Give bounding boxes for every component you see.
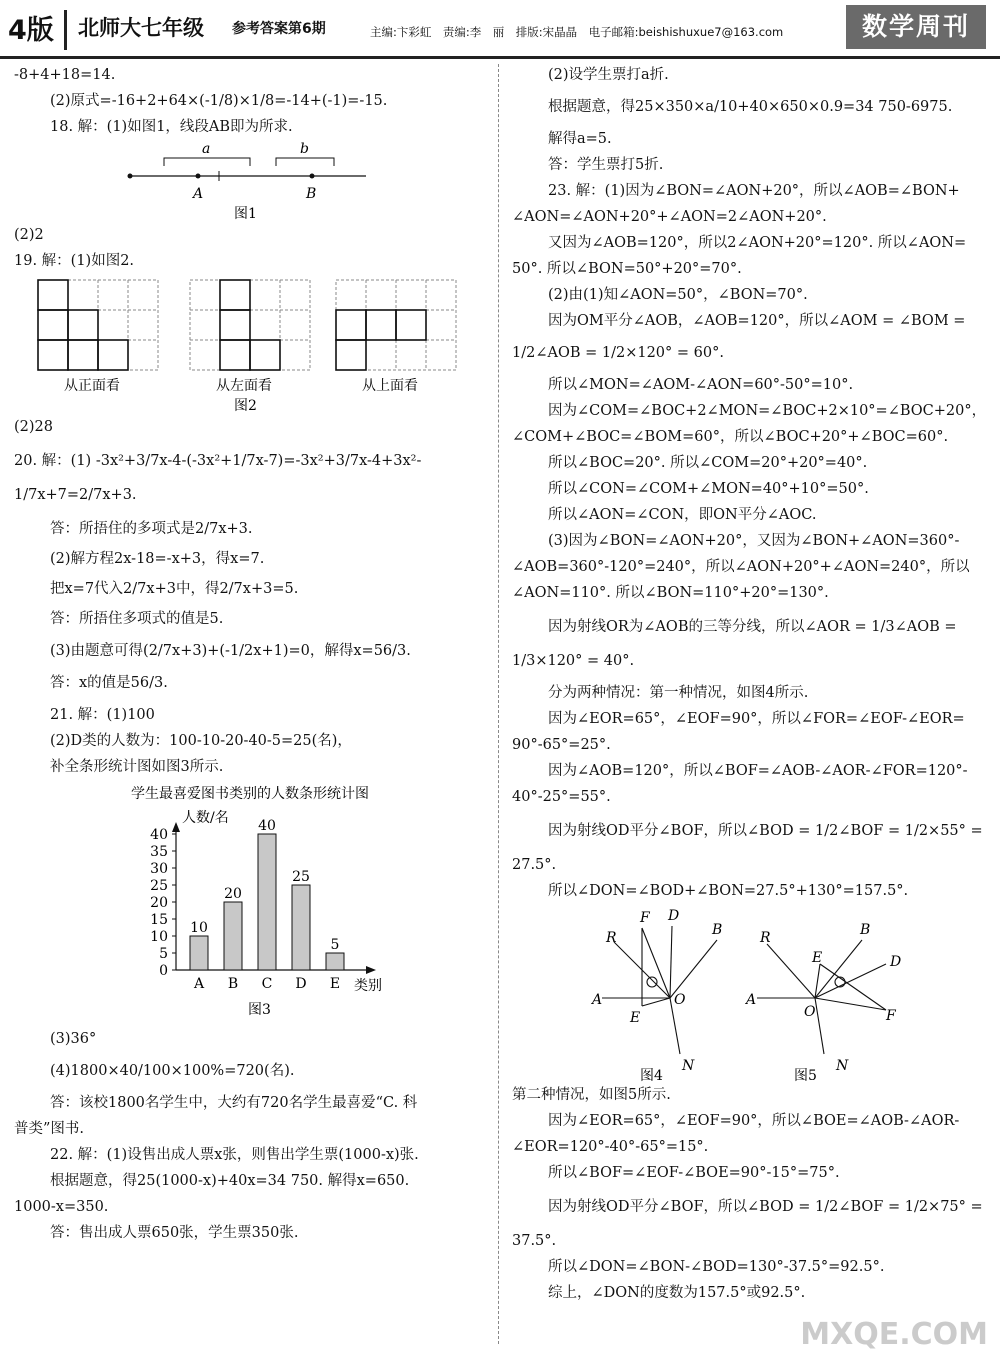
- figures-4-5: [512, 904, 988, 1082]
- y-tick-label: 5: [159, 946, 168, 962]
- bar-E: [326, 953, 344, 970]
- text-line: (2)设学生票打a折.: [548, 67, 669, 83]
- text-line: 根据题意，得25(1000-x)+40x=34 750. 解得x=650.: [50, 1173, 410, 1189]
- text-line: 所以∠BOC=20°. 所以∠COM=20°+20°=40°.: [548, 455, 868, 471]
- category-label-B: B: [227, 976, 239, 992]
- data-label-B: 20: [224, 886, 242, 902]
- text-line: ∠EOR=120°-40°-65°=15°.: [512, 1139, 709, 1155]
- text-line: 19. 解：(1)如图2.: [14, 253, 135, 269]
- text-line: ∠AOB=360°-120°=240°，所以∠AON+20°+∠AON=240°，所以: [512, 559, 970, 575]
- data-label-C: 40: [258, 818, 276, 834]
- text-line: 因为OM平分∠AOB，∠AOB=120°，所以∠AOM = ∠BOM =: [548, 313, 966, 329]
- header-divider: [64, 10, 67, 50]
- figure-3: [14, 780, 488, 1026]
- category-label-A: A: [193, 976, 205, 992]
- text-line: 18. 解：(1)如图1，线段AB即为所求.: [50, 119, 293, 135]
- text-line: 所以∠DON=∠BON-∠BOD=130°-37.5°=92.5°.: [548, 1259, 885, 1275]
- text-line: (2)原式=-16+2+64×(-1/8)×1/8=-14+(-1)=-15.: [50, 93, 388, 109]
- text-line: 37.5°.: [512, 1233, 557, 1249]
- text-line: 解得a=5.: [548, 131, 612, 147]
- x-axis-label: 类别: [354, 978, 382, 994]
- y-tick-label: 35: [150, 844, 168, 860]
- text-line: 20. 解：(1) -3x²+3/7x-4-(-3x²+1/7x-7)=-3x²+3/7x-4+3x²-: [14, 453, 422, 469]
- fig5-label-R: R: [760, 930, 771, 946]
- fig4-label-O: O: [674, 992, 686, 1008]
- bar-chart: [14, 780, 488, 1026]
- fig4-label-B: B: [712, 922, 723, 938]
- text-line: 22. 解：(1)设售出成人票x张，则售出学生票(1000-x)张.: [50, 1147, 419, 1163]
- text-line: (2)由(1)知∠AON=50°，∠BON=70°.: [548, 287, 808, 303]
- fig5-label-O: O: [804, 1004, 816, 1020]
- fig4-label-A: A: [592, 992, 603, 1008]
- edition-label: 4版: [8, 15, 54, 46]
- watermark: MXQE.COM: [800, 1317, 988, 1352]
- text-line: 50°. 所以∠BON=50°+20°=70°.: [512, 261, 742, 277]
- figure-4-caption: 图4: [640, 1068, 663, 1082]
- text-line: (2)28: [14, 419, 53, 435]
- issue-label: 参考答案第6期: [232, 21, 326, 37]
- journal-logo: 数学周刊: [846, 5, 986, 49]
- text-line: 所以∠BOF=∠EOF-∠BOE=90°-15°=75°.: [548, 1165, 840, 1181]
- data-label-A: 10: [190, 920, 208, 936]
- text-line: 分为两种情况：第一种情况，如图4所示.: [548, 685, 809, 701]
- left-column: [14, 62, 488, 1246]
- text-line: 答：该校1800名学生中，大约有720名学生最喜爱“C. 科: [50, 1095, 418, 1111]
- y-tick-label: 10: [150, 929, 168, 945]
- text-line: ∠AON=110°. 所以∠BON=110°+20°=130°.: [512, 585, 829, 601]
- text-line: (2)2: [14, 227, 44, 243]
- fig4-label-D: D: [668, 908, 680, 924]
- text-line: 因为∠EOR=65°，∠EOF=90°，所以∠FOR=∠EOF-∠EOR=: [548, 711, 965, 727]
- text-line: 答：学生票打5折.: [548, 157, 664, 173]
- text-line: 普类”图书.: [14, 1121, 85, 1137]
- fig4-label-E: E: [630, 1010, 641, 1026]
- bar-C: [258, 834, 276, 970]
- credits-line: 主编:卞彩虹 责编:李 丽 排版:宋晶晶 电子邮箱:beishishuxue7@163.com: [370, 25, 784, 39]
- text-line: 所以∠MON=∠AOM-∠AON=60°-50°=10°.: [548, 377, 854, 393]
- text-line: (3)由题意可得(2/7x+3)+(-1/2x+1)=0，解得x=56/3.: [50, 643, 411, 659]
- bar-D: [292, 885, 310, 970]
- figure-2: [14, 274, 488, 414]
- page-header: [0, 0, 1000, 59]
- fig4-label-F: F: [640, 910, 650, 926]
- fig5-label-E: E: [812, 950, 823, 966]
- right-column: [512, 62, 988, 1306]
- text-line: 因为∠EOR=65°，∠EOF=90°，所以∠BOE=∠AOB-∠AOR-: [548, 1113, 960, 1129]
- figure-caption: 图1: [234, 206, 257, 222]
- text-line: 又因为∠AOB=120°，所以2∠AON+20°=120°. 所以∠AON=: [548, 235, 967, 251]
- three-views-diagram: [14, 274, 488, 414]
- fig5-label-D: D: [890, 954, 902, 970]
- text-line: 所以∠AON=∠CON，即ON平分∠AOC.: [548, 507, 817, 523]
- fig5-label-A: A: [746, 992, 757, 1008]
- top-view-label: 从上面看: [362, 378, 418, 394]
- text-line: (2)D类的人数为：100-10-20-40-5=25(名)，: [50, 733, 352, 749]
- y-tick-label: 30: [150, 861, 168, 877]
- text-line: 根据题意，得25×350×a/10+40×650×0.9=34 750-6975.: [548, 99, 953, 115]
- text-line: (3)36°: [50, 1031, 97, 1047]
- text-line: -8+4+18=14.: [14, 67, 116, 83]
- text-line: 1000-x=350.: [14, 1199, 109, 1215]
- text-line: 因为∠AOB=120°，所以∠BOF=∠AOB-∠AOR-∠FOR=120°-: [548, 763, 968, 779]
- text-line: (3)因为∠BON=∠AON+20°，又因为∠BON+∠AON=360°-: [548, 533, 960, 549]
- point-A-label: A: [193, 186, 204, 202]
- y-axis-label: 人数/名: [182, 810, 229, 826]
- point-B-label: B: [306, 186, 317, 202]
- category-label-C: C: [261, 976, 273, 992]
- y-tick-label: 20: [150, 895, 168, 911]
- text-line: 补全条形统计图如图3所示.: [50, 759, 224, 775]
- bar-B: [224, 902, 242, 970]
- figure-1: [14, 140, 488, 222]
- y-tick-label: 0: [159, 963, 168, 979]
- bar-A: [190, 936, 208, 970]
- chart-title: 学生最喜爱图书类别的人数条形统计图: [131, 786, 369, 802]
- category-label-D: D: [295, 976, 307, 992]
- text-line: 40°-25°=55°.: [512, 789, 611, 805]
- data-label-E: 5: [330, 937, 340, 953]
- text-line: (2)解方程2x-18=-x+3，得x=7.: [50, 551, 265, 567]
- text-line: ∠AON=∠AON+20°+∠AON=2∠AON+20°.: [512, 209, 827, 225]
- text-line: 1/3×120° = 40°.: [512, 653, 635, 669]
- text-line: 答：售出成人票650张，学生票350张.: [50, 1225, 299, 1241]
- text-line: (4)1800×40/100×100%=720(名).: [50, 1063, 295, 1079]
- text-line: ∠COM+∠BOC=∠BOM=60°，所以∠BOC+20°+∠BOC=60°.: [512, 429, 949, 445]
- text-line: 答：所捂住的多项式是2/7x+3.: [50, 521, 253, 537]
- y-tick-label: 40: [150, 827, 168, 843]
- front-view-label: 从正面看: [64, 378, 120, 394]
- figure-caption: 图2: [234, 398, 257, 414]
- text-line: 90°-65°=25°.: [512, 737, 611, 753]
- label-a: a: [202, 141, 211, 157]
- angle-diagrams: [512, 904, 988, 1082]
- text-line: 把x=7代入2/7x+3中，得2/7x+3=5.: [50, 581, 299, 597]
- fig5-label-F: F: [886, 1008, 896, 1024]
- text-line: 答：所捂住多项式的值是5.: [50, 611, 224, 627]
- text-line: 所以∠CON=∠COM+∠MON=40°+10°=50°.: [548, 481, 869, 497]
- figure-5-caption: 图5: [794, 1068, 817, 1082]
- column-divider: [498, 64, 499, 1344]
- fig4-label-R: R: [606, 930, 617, 946]
- segment-diagram: [14, 140, 488, 222]
- text-line: 1/7x+7=2/7x+3.: [14, 487, 137, 503]
- category-label-E: E: [329, 976, 341, 992]
- text-line: 综上，∠DON的度数为157.5°或92.5°.: [548, 1285, 806, 1301]
- text-line: 第二种情况，如图5所示.: [512, 1087, 671, 1103]
- text-line: 1/2∠AOB = 1/2×120° = 60°.: [512, 345, 724, 361]
- publication-title: 北师大七年级: [78, 16, 204, 40]
- fig4-label-N: N: [682, 1058, 695, 1074]
- text-line: 27.5°.: [512, 857, 557, 873]
- label-b: b: [300, 141, 309, 157]
- left-view-label: 从左面看: [216, 378, 272, 394]
- data-label-D: 25: [292, 869, 310, 885]
- text-line: 23. 解：(1)因为∠BON=∠AON+20°，所以∠AOB=∠BON+: [548, 183, 960, 199]
- text-line: 因为射线OD平分∠BOF，所以∠BOD = 1/2∠BOF = 1/2×55° =: [548, 823, 983, 839]
- text-line: 答：x的值是56/3.: [50, 675, 168, 691]
- text-line: 因为射线OD平分∠BOF，所以∠BOD = 1/2∠BOF = 1/2×75° =: [548, 1199, 983, 1215]
- text-line: 因为∠COM=∠BOC+2∠MON=∠BOC+2×10°=∠BOC+20°，: [548, 403, 987, 419]
- text-line: 因为射线OR为∠AOB的三等分线，所以∠AOR = 1/3∠AOB =: [548, 619, 957, 635]
- y-tick-label: 15: [150, 912, 168, 928]
- text-line: 21. 解：(1)100: [50, 707, 155, 723]
- text-line: 所以∠DON=∠BOD+∠BON=27.5°+130°=157.5°.: [548, 883, 909, 899]
- figure-caption: 图3: [248, 1002, 271, 1018]
- y-tick-label: 25: [150, 878, 168, 894]
- fig5-label-N: N: [836, 1058, 849, 1074]
- fig5-label-B: B: [860, 922, 871, 938]
